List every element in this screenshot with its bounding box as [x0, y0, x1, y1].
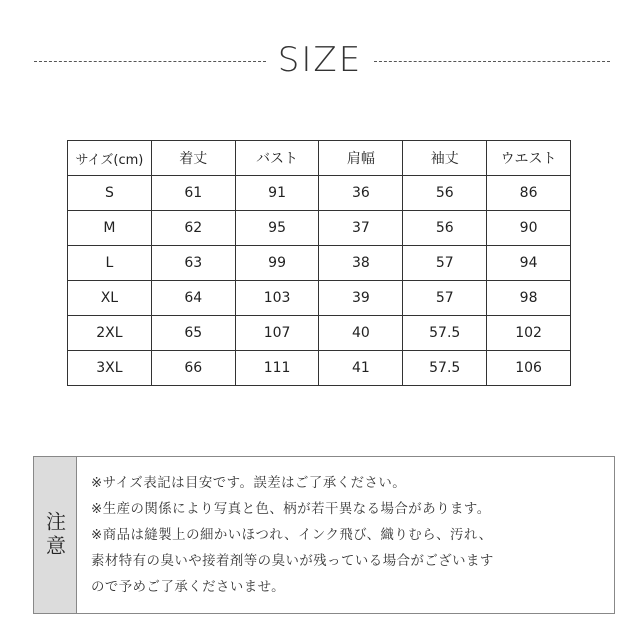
table-cell: S — [68, 176, 152, 211]
table-cell: 65 — [151, 316, 235, 351]
note-line: ※商品は縫製上の細かいほつれ、インク飛び、織りむら、汚れ、 — [91, 528, 493, 543]
title-row — [0, 40, 640, 84]
title-right-dashes — [374, 61, 610, 62]
page-title: SIZE — [277, 40, 363, 80]
header-length: 着丈 — [151, 141, 235, 176]
table-cell: 111 — [235, 351, 319, 386]
notes-box — [33, 456, 615, 614]
notes-body — [77, 457, 614, 613]
table-cell: 106 — [487, 351, 571, 386]
table-cell: M — [68, 211, 152, 246]
table-row — [68, 176, 571, 211]
table-header-row — [68, 141, 571, 176]
table-cell: 103 — [235, 281, 319, 316]
table-cell: 107 — [235, 316, 319, 351]
table-cell: 95 — [235, 211, 319, 246]
table-cell: 66 — [151, 351, 235, 386]
table-cell: 3XL — [68, 351, 152, 386]
table-cell: 57.5 — [403, 316, 487, 351]
table-cell: 57 — [403, 281, 487, 316]
table-cell: 63 — [151, 246, 235, 281]
table-row — [68, 351, 571, 386]
table-cell: 62 — [151, 211, 235, 246]
table-cell: 91 — [235, 176, 319, 211]
table-cell: 37 — [319, 211, 403, 246]
table-cell: 102 — [487, 316, 571, 351]
header-bust: バスト — [235, 141, 319, 176]
table-cell: 57.5 — [403, 351, 487, 386]
table-row — [68, 246, 571, 281]
table-cell: 64 — [151, 281, 235, 316]
note-line: ※サイズ表記は目安です。誤差はご了承ください。 — [91, 476, 407, 491]
table-cell: 94 — [487, 246, 571, 281]
table-cell: 40 — [319, 316, 403, 351]
notes-label: 注意 — [34, 457, 77, 613]
table-cell: 57 — [403, 246, 487, 281]
header-shoulder: 肩幅 — [319, 141, 403, 176]
size-table — [67, 140, 571, 386]
table-cell: XL — [68, 281, 152, 316]
note-line: ので予めご了承くださいませ。 — [91, 580, 286, 595]
note-line: 素材特有の臭いや接着剤等の臭いが残っている場合がございます — [91, 554, 494, 569]
table-cell: 61 — [151, 176, 235, 211]
table-cell: 56 — [403, 176, 487, 211]
table-row — [68, 316, 571, 351]
table-cell: 38 — [319, 246, 403, 281]
title-left-dashes — [34, 61, 266, 62]
table-cell: 41 — [319, 351, 403, 386]
table-row — [68, 211, 571, 246]
note-line: ※生産の関係により写真と色、柄が若干異なる場合があります。 — [91, 502, 491, 517]
table-row — [68, 281, 571, 316]
header-waist: ウエスト — [487, 141, 571, 176]
table-cell: 86 — [487, 176, 571, 211]
table-cell: 2XL — [68, 316, 152, 351]
table-cell: L — [68, 246, 152, 281]
header-sleeve: 袖丈 — [403, 141, 487, 176]
table-cell: 56 — [403, 211, 487, 246]
table-cell: 36 — [319, 176, 403, 211]
table-cell: 90 — [487, 211, 571, 246]
header-size: サイズ(cm) — [68, 141, 152, 176]
table-cell: 99 — [235, 246, 319, 281]
table-cell: 98 — [487, 281, 571, 316]
table-cell: 39 — [319, 281, 403, 316]
